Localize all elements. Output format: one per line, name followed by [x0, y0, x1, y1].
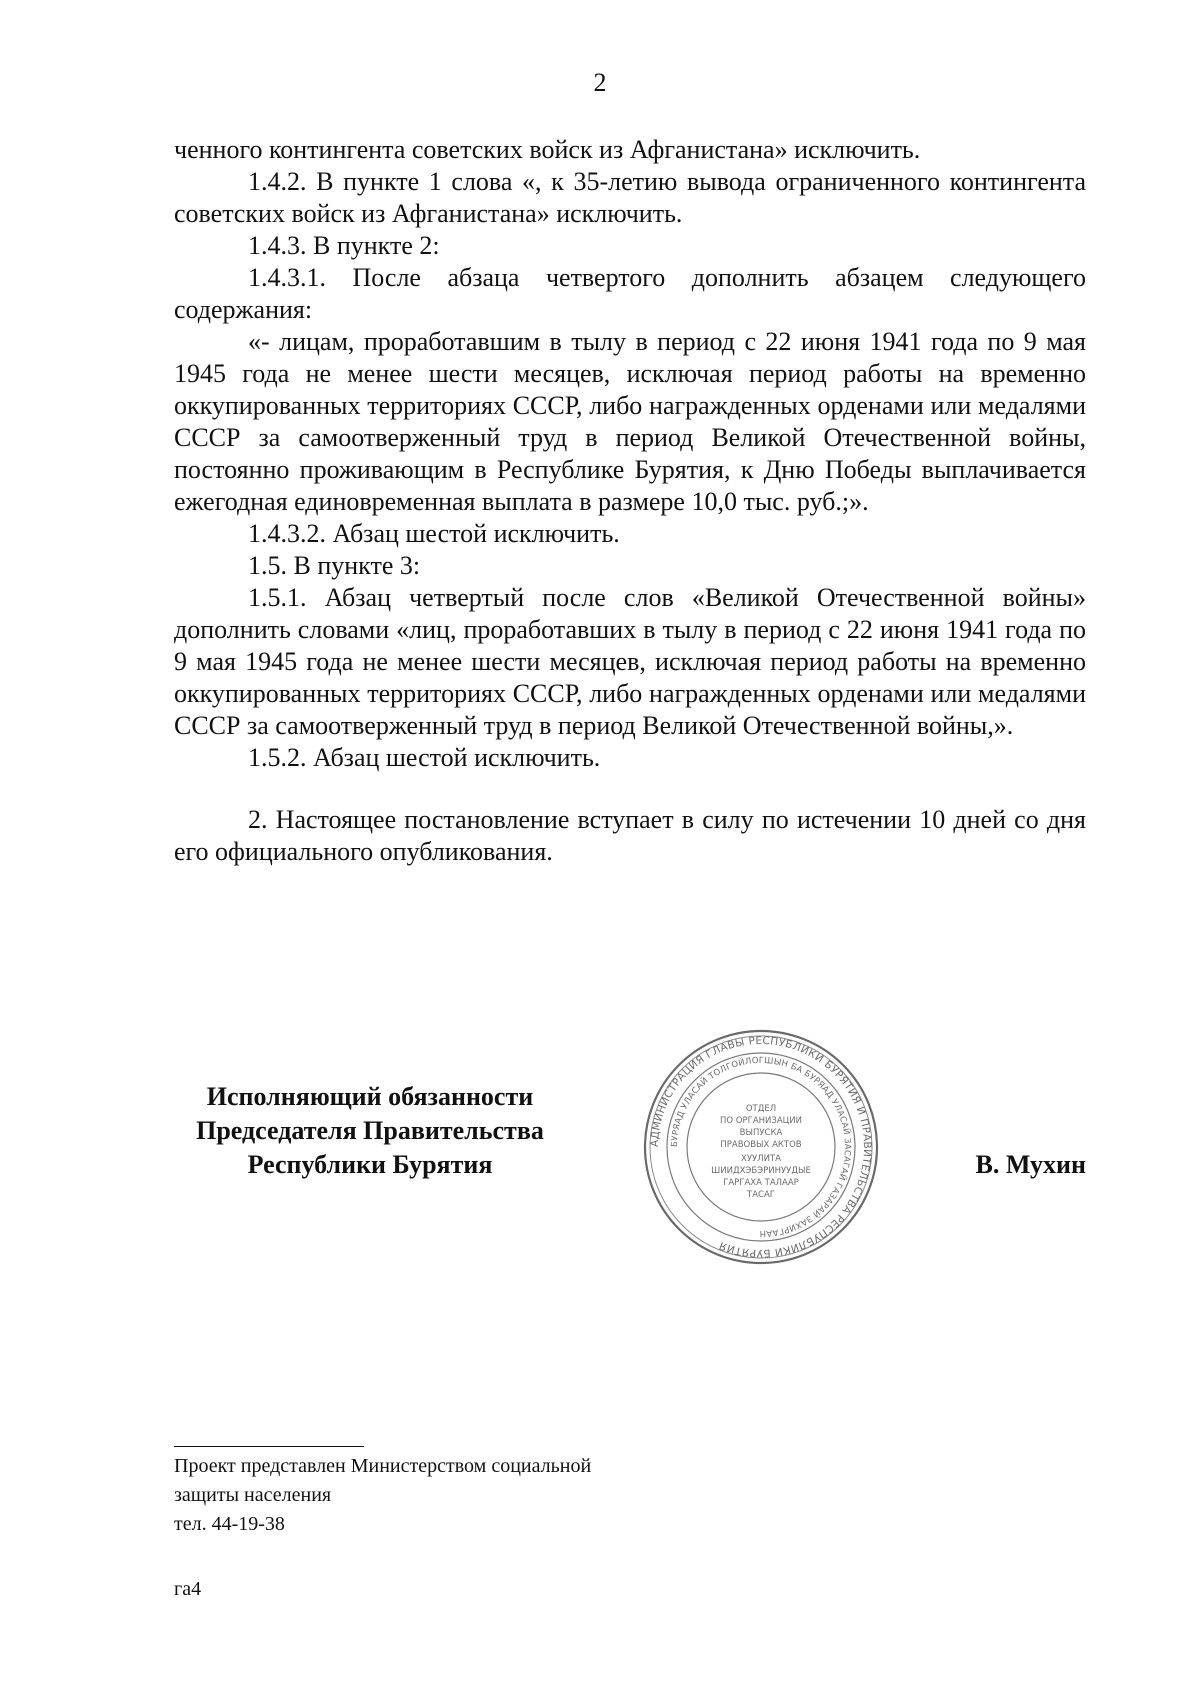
stamp-center-line: ШИИДХЭБЭРИНУУДЫЕ: [711, 1166, 811, 1176]
paragraph-1-4-2: 1.4.2. В пункте 1 слова «, к 35-летию вывода ограниченного контингента советских войск из Афганистана» исключить.: [174, 167, 1086, 228]
stamp-center-line: ГАРГАХА ТАЛААР: [723, 1178, 799, 1188]
stamp-center-line: ПО ОРГАНИЗАЦИИ: [720, 1116, 802, 1126]
official-stamp: [641, 1027, 881, 1267]
paragraph-2: 2. Настоящее постановление вступает в силу по истечении 10 дней со дня его официального опубликования.: [174, 805, 1086, 866]
paragraph-1-4-3-2: 1.4.3.2. Абзац шестой исключить.: [248, 519, 620, 548]
footnote-line: тел. 44-19-38: [174, 1513, 285, 1535]
stamp-center-line: ТАСАГ: [747, 1190, 775, 1200]
stamp-center-line: ПРАВОВЫХ АКТОВ: [720, 1140, 802, 1150]
footnote-line: Проект представлен Министерством социальной: [174, 1455, 592, 1477]
paragraph-quote: «- лицам, проработавшим в тылу в период с 22 июня 1941 года по 9 мая 1945 года не менее шести месяцев, исключая период работы на временно оккупированных территориях СССР, либо награжденных орденами или медалями СССР за самоотверженный труд в период Великой Отечественной войны, постоянно проживающим в Республике Бурятия, к Дню Победы выплачивается ежегодная единовременная выплата в размере 10,0 тыс. руб.;».: [174, 327, 1086, 516]
footnote-divider: [174, 1446, 364, 1447]
stamp-inner-text: БУРЯАД УЛАСАЙ ТОЛГОЙЛОГШЫН БА БУРЯАД УЛАСАЙ ЗАСАГАЙ ГАЗАРАЙ ЗАХИРГААН: [669, 1055, 853, 1239]
paragraph-1-5: 1.5. В пункте 3:: [248, 551, 421, 580]
signer-title: [160, 1080, 580, 1182]
paragraph-1-4-3-1: 1.4.3.1. После абзаца четвертого дополнить абзацем следующего содержания:: [174, 263, 1086, 324]
paragraph-continuation: ченного контингента советских войск из Афганистана» исключить.: [174, 135, 921, 164]
document-code: га4: [174, 1578, 202, 1600]
footnote-line: защиты населения: [174, 1484, 332, 1506]
page-number: 2: [593, 68, 607, 97]
stamp-center-line: ВЫПУСКА: [739, 1128, 783, 1138]
document-body: [174, 134, 1086, 868]
paragraph-1-4-3: 1.4.3. В пункте 2:: [248, 231, 440, 260]
stamp-center-line: ХУУЛИТА: [741, 1154, 781, 1164]
paragraph-1-5-2: 1.5.2. Абзац шестой исключить.: [248, 743, 601, 772]
signer-title-line: Председателя Правительства: [196, 1116, 544, 1145]
signer-title-line: Республики Бурятия: [247, 1150, 493, 1179]
stamp-center-line: ОТДЕЛ: [745, 1104, 777, 1114]
paragraph-1-5-1: 1.5.1. Абзац четвертый после слов «Великой Отечественной войны» дополнить словами «лиц, проработавших в тылу в период с 22 июня 1941 года по 9 мая 1945 года не менее шести месяцев, исключая период работы на временно оккупированных территориях СССР, либо награжденных орденами или медалями СССР за самоотверженный труд в период Великой Отечественной войны,».: [174, 583, 1086, 740]
signatory-name: В. Мухин: [975, 1150, 1086, 1179]
stamp-outer-text: АДМИНИСТРАЦИЯ ГЛАВЫ РЕСПУБЛИКИ БУРЯТИЯ И ПРАВИТЕЛЬСТВА РЕСПУБЛИКИ БУРЯТИЯ: [648, 1034, 874, 1260]
footnote: [174, 1452, 734, 1539]
signer-title-line: Исполняющий обязанности: [206, 1082, 534, 1111]
